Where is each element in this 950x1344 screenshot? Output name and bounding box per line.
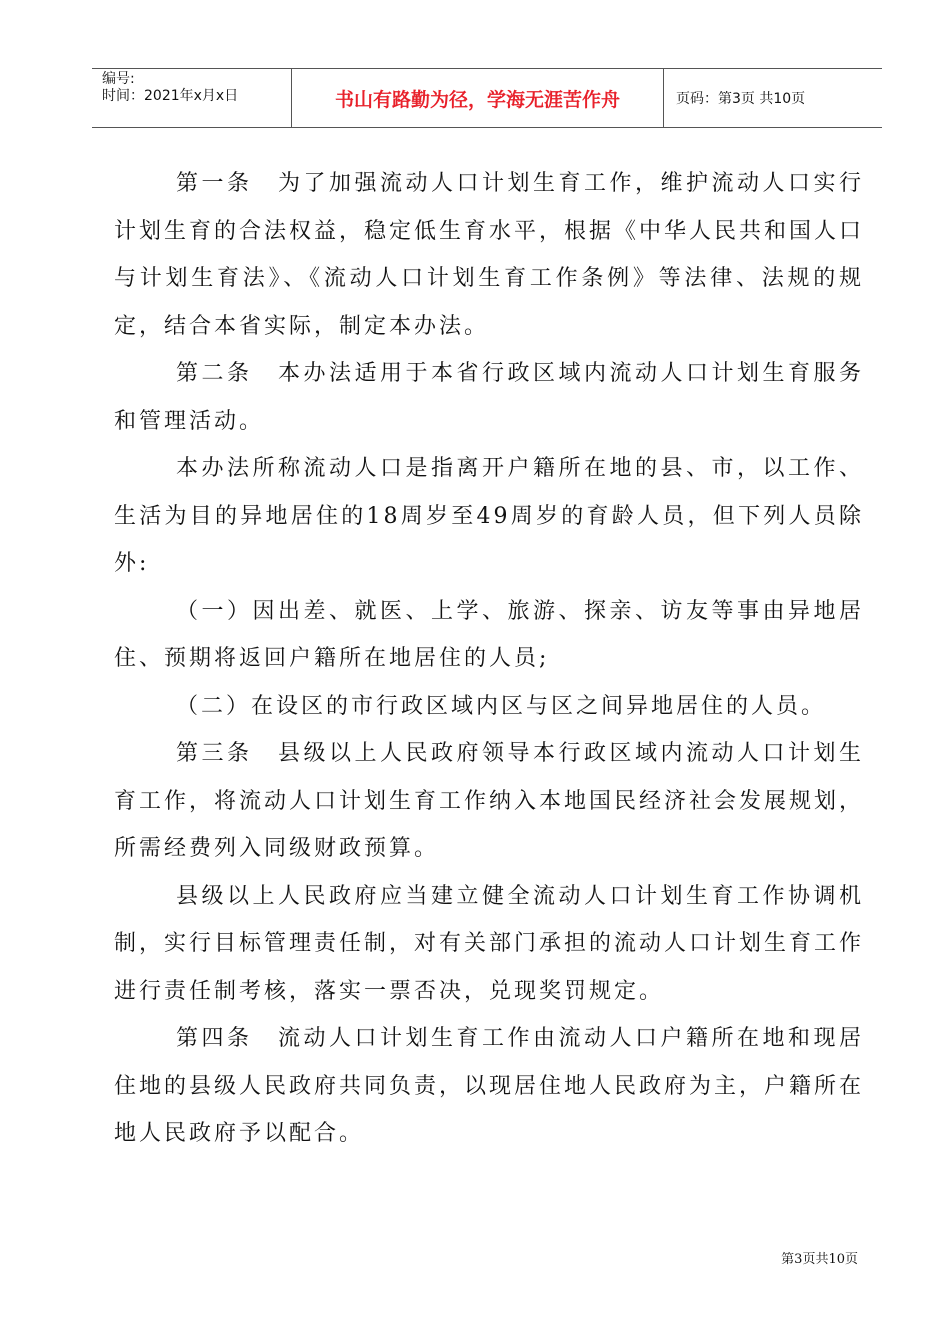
document-number-label: 编号:	[102, 71, 135, 87]
page-footer: 第3页共10页	[781, 1252, 858, 1267]
paragraph-definition: 本办法所称流动人口是指离开户籍所在地的县、市，以工作、生活为目的异地居住的18周岁至49周岁的育龄人员，但下列人员除外:	[114, 456, 864, 576]
header-page-number: 页码：第3页 共10页	[676, 91, 806, 107]
document-time-label: 时间：2021年x月x日	[102, 88, 239, 104]
paragraph-article-1: 第一条 为了加强流动人口计划生育工作，维护流动人口实行计划生育的合法权益，稳定低生育水平，根据《中华人民共和国人口与计划生育法》、《流动人口计划生育工作条例》等法律、法规的规定，结合本省实际，制定本办法。	[114, 171, 865, 339]
paragraph-coordination: 县级以上人民政府应当建立健全流动人口计划生育工作协调机制，实行目标管理责任制，对有关部门承担的流动人口计划生育工作进行责任制考核，落实一票否决，兑现奖罚规定。	[114, 883, 865, 1004]
paragraph-exception-2: （二）在设区的市行政区域内区与区之间异地居住的人员。	[176, 693, 827, 719]
paragraph-exception-1: （一）因出差、就医、上学、旅游、探亲、访友等事由异地居住、预期将返回户籍所在地居住的人员;	[114, 598, 864, 671]
paragraph-article-3: 第三条 县级以上人民政府领导本行政区域内流动人口计划生育工作，将流动人口计划生育工作纳入本地国民经济社会发展规划，所需经费列入同级财政预算。	[114, 741, 865, 861]
header-motto: 书山有路勤为径，学海无涯苦作舟	[292, 69, 664, 127]
header-info-cell	[92, 69, 292, 127]
paragraph-article-2: 第二条 本办法适用于本省行政区域内流动人口计划生育服务和管理活动。	[114, 361, 864, 434]
page-header	[92, 68, 882, 128]
document-body	[114, 160, 864, 1158]
paragraph-article-4: 第四条 流动人口计划生育工作由流动人口户籍所在地和现居住地的县级人民政府共同负责，以现居住地人民政府为主，户籍所在地人民政府予以配合。	[114, 1026, 865, 1146]
